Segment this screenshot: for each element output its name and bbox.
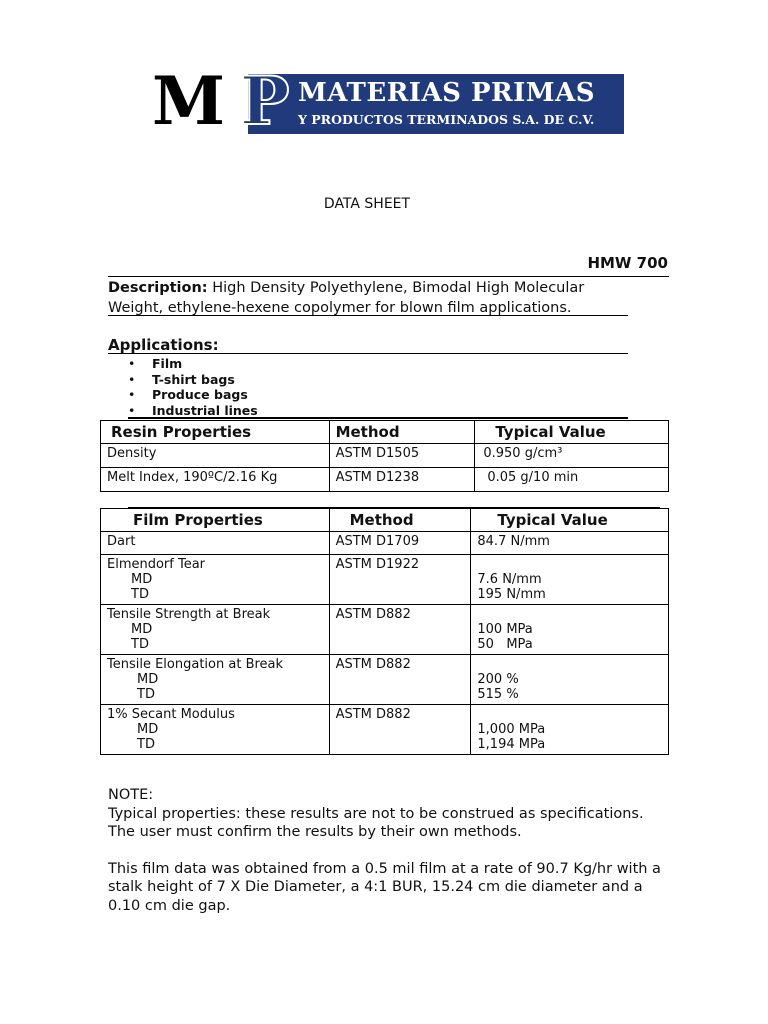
table-cell: Density: [101, 444, 330, 468]
description-label: Description:: [108, 280, 208, 296]
table-cell: ASTM D1505: [329, 444, 475, 468]
sub-label-md: MD: [137, 672, 159, 687]
value-td: 1,194 MPa: [477, 737, 546, 752]
table-cell: Dart: [101, 532, 330, 555]
header-rule: [108, 276, 669, 277]
property-name: Tensile Strength at Break: [107, 607, 271, 622]
table-cell: [101, 555, 330, 605]
table-cell: [471, 555, 669, 605]
description-text: High Density Polyethylene, Bimodal High Molecular Weight, ethylene-hexene copolymer for blown film applications.: [108, 280, 585, 316]
product-code: HMW 700: [587, 254, 668, 272]
table-cell: ASTM D1922: [329, 555, 471, 605]
sub-label-md: MD: [131, 572, 153, 587]
table-row: [101, 532, 669, 555]
list-item: • Industrial lines: [128, 403, 258, 419]
value-td: 195 N/mm: [477, 587, 546, 602]
table-cell: 0.05 g/10 min: [475, 468, 669, 492]
logo-letter-p: P: [240, 62, 290, 140]
table-row: [101, 555, 669, 605]
sub-label-md: MD: [137, 722, 159, 737]
list-item: • Produce bags: [128, 387, 258, 403]
table-cell: [101, 705, 330, 755]
column-header: Method: [329, 421, 475, 444]
table-cell: ASTM D1709: [329, 532, 471, 555]
table-cell: [101, 605, 330, 655]
table-cell: [101, 655, 330, 705]
column-header: Typical Value: [471, 509, 669, 532]
table-header-row: [101, 421, 669, 444]
sub-label-md: MD: [131, 622, 153, 637]
applications-list: [128, 356, 258, 418]
value-md: 100 MPa: [477, 622, 533, 637]
film-properties-table: [100, 508, 669, 755]
table-row: [101, 468, 669, 492]
table-cell: [471, 705, 669, 755]
note-label: NOTE:: [108, 787, 154, 803]
logo-company-subtitle: Y PRODUCTOS TERMINADOS S.A. DE C.V.: [298, 112, 595, 127]
sub-label-td: TD: [137, 737, 155, 752]
applications-rule: [108, 353, 628, 354]
company-logo: [152, 62, 624, 140]
table-row: [101, 705, 669, 755]
resin-properties-table: [100, 420, 669, 492]
table-cell: Melt Index, 190ºC/2.16 Kg: [101, 468, 330, 492]
value-md: 200 %: [477, 672, 519, 687]
property-name: Elmendorf Tear: [107, 557, 206, 572]
column-header: Typical Value: [475, 421, 669, 444]
table-row: [101, 655, 669, 705]
value-td: 515 %: [477, 687, 519, 702]
logo-company-name: MATERIAS PRIMAS: [298, 78, 596, 108]
sub-label-td: TD: [137, 687, 155, 702]
applications-label: Applications:: [108, 336, 219, 354]
note-paragraph: Typical properties: these results are not to be construed as specifications. The user must confirm the results by their own methods.: [108, 805, 644, 840]
table-cell: [471, 605, 669, 655]
page-title: DATA SHEET: [323, 196, 411, 212]
value-td: 50 MPa: [477, 637, 533, 652]
table-cell: 84.7 N/mm: [471, 532, 669, 555]
description-block: [108, 278, 628, 318]
list-item: • T-shirt bags: [128, 372, 258, 388]
table-header-row: [101, 509, 669, 532]
value-md: 1,000 MPa: [477, 722, 546, 737]
property-name: Tensile Elongation at Break: [107, 657, 284, 672]
sub-label-td: TD: [131, 637, 149, 652]
table-cell: 0.950 g/cm³: [475, 444, 669, 468]
property-name: 1% Secant Modulus: [107, 707, 235, 722]
table-cell: ASTM D882: [329, 705, 471, 755]
note-block: [108, 786, 668, 933]
table-cell: ASTM D1238: [329, 468, 475, 492]
column-header: Method: [329, 509, 471, 532]
logo-letter-m: M: [152, 62, 224, 140]
column-header: Resin Properties: [101, 421, 330, 444]
description-rule: [108, 315, 628, 316]
table-row: [101, 605, 669, 655]
list-item: • Film: [128, 356, 258, 372]
note-paragraph: This film data was obtained from a 0.5 mil film at a rate of 90.7 Kg/hr with a stalk height of 7 X Die Diameter, a 4:1 BUR, 15.24 cm die diameter and a 0.10 cm die gap.: [108, 860, 661, 914]
table-row: [101, 444, 669, 468]
table-cell: ASTM D882: [329, 655, 471, 705]
applications-bottom-rule: [128, 417, 628, 419]
sub-label-td: TD: [131, 587, 149, 602]
table-cell: [471, 655, 669, 705]
table-cell: ASTM D882: [329, 605, 471, 655]
value-md: 7.6 N/mm: [477, 572, 542, 587]
column-header: Film Properties: [101, 509, 330, 532]
